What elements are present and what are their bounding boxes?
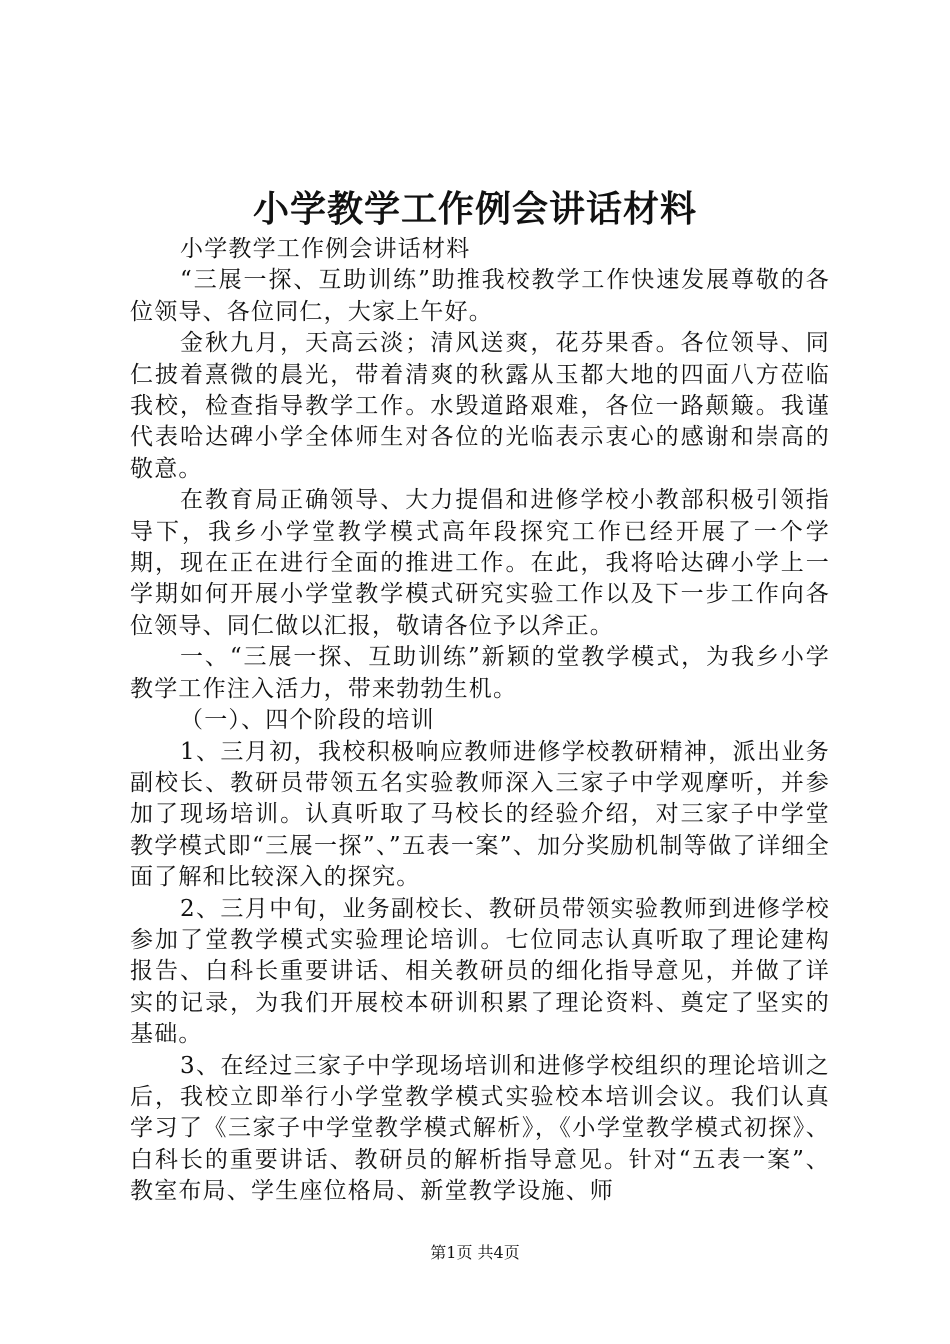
paragraph-item-2: 2、三月中旬，业务副校长、教研员带领实验教师到进修学校参加了堂教学模式实验理论培训。七位同志认真听取了理论建构报告、白科长重要讲话、相关教研员的细化指导意见，并做了详实的记录，为我们开展校本研训积累了理论资料、奠定了坚实的基础。 [130, 895, 830, 1048]
paragraph-overview: 在教育局正确领导、大力提倡和进修学校小教部积极引领指导下，我乡小学堂教学模式高年段探究工作已经开展了一个学期，现在正在进行全面的推进工作。在此，我将哈达碑小学上一学期如何开展小学堂教学模式研究实验工作以及下一步工作向各位领导、同仁做以汇报，敬请各位予以斧正。 [130, 487, 830, 639]
page-footer: 第1页 共4页 [430, 1243, 520, 1262]
paragraph-welcome: 金秋九月，天高云淡；清风送爽，花芬果香。各位领导、同仁披着熹微的晨光，带着清爽的秋露从玉都大地的四面八方莅临我校，检查指导教学工作。水毁道路艰难，各位一路颠簸。我谨代表哈达碑小学全体师生对各位的光临表示衷心的感谢和崇高的敬意。 [130, 330, 830, 482]
paragraph-subsection-heading: （一）、四个阶段的培训 [180, 707, 435, 734]
paragraph-section-one-heading: 一、“三展一探、互助训练”新颖的堂教学模式，为我乡小学教学工作注入活力，带来勃勃生机。 [130, 644, 830, 702]
paragraph-item-3: 3、在经过三家子中学现场培训和进修学校组织的理论培训之后，我校立即举行小学堂教学模式实验校本培训会议。我们认真学习了《三家子中学堂教学模式解析》，《小学堂教学模式初探》、白科长的重要讲话、教研员的解析指导意见。针对“五表一案”、教室布局、学生座位格局、新堂教学设施、师 [130, 1052, 830, 1205]
paragraph-greeting: “三展一探、互助训练”助推我校教学工作快速发展尊敬的各位领导、各位同仁，大家上午好。 [130, 267, 830, 325]
document-title: 小学教学工作例会讲话材料 [252, 188, 697, 230]
paragraph-subtitle: 小学教学工作例会讲话材料 [180, 236, 471, 262]
document-body [130, 234, 830, 1208]
paragraph-item-1: 1、三月初，我校积极响应教师进修学校教研精神，派出业务副校长、教研员带领五名实验教师深入三家子中学观摩听，并参加了现场培训。认真听取了马校长的经验介绍，对三家子中学堂教学模式即“三展一探”、”五表一案”、加分奖励机制等做了详细全面了解和比较深入的探究。 [130, 738, 830, 891]
